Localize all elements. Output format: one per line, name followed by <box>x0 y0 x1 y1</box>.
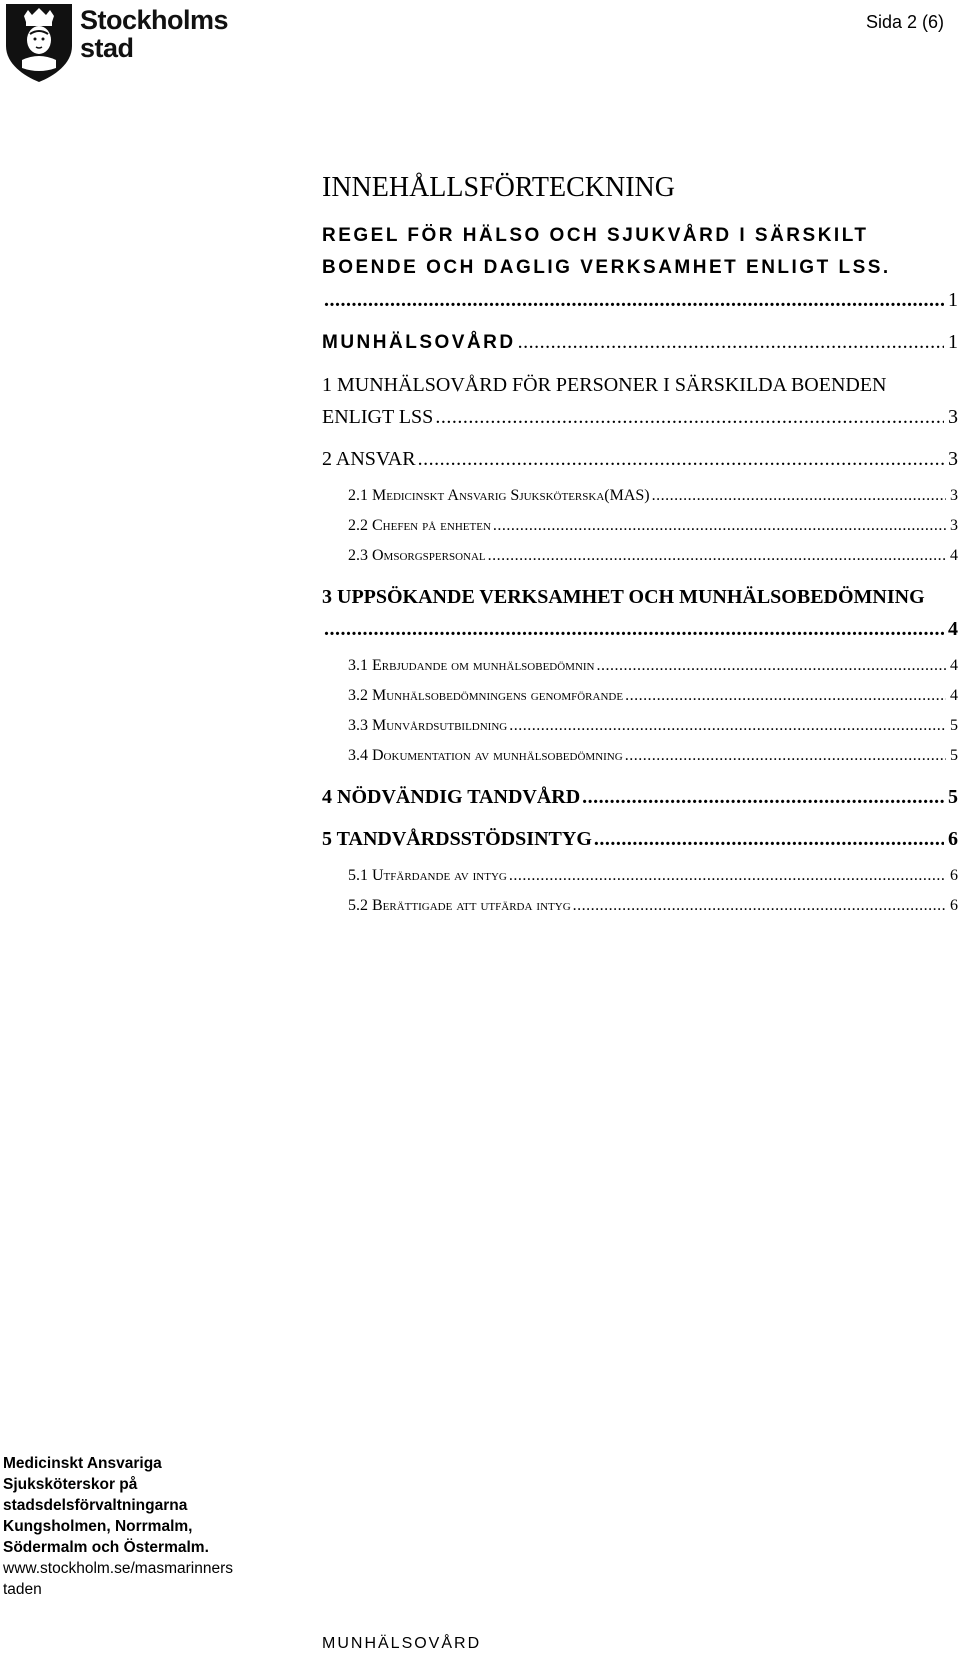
toc-leader-dots <box>324 613 944 645</box>
toc-entry-section-5[interactable] <box>322 823 958 855</box>
toc-entry-title: Berättigade att utfärda intyg <box>372 897 571 914</box>
toc-entry-title: Munhälsobedömningens genomförande <box>372 687 624 704</box>
toc-entry-title-line2: BOENDE OCH DAGLIG VERKSAMHET ENLIGT LSS. <box>322 257 891 278</box>
toc-entry-page: 3 <box>948 406 958 428</box>
toc-leader-dots <box>324 284 944 316</box>
toc-entry-section-2[interactable] <box>322 443 958 475</box>
toc-entry-title: MUNHÄLSOVÅRD <box>322 332 516 353</box>
toc-entry-section-1[interactable] <box>322 369 958 433</box>
toc-entry-number: 2.2 <box>348 517 368 534</box>
toc-leader-dots <box>509 711 946 741</box>
toc-entry-page: 3 <box>948 448 958 470</box>
toc-entry-title: Utfärdande av intyg <box>372 867 507 884</box>
toc-entry-section-3[interactable] <box>322 581 958 645</box>
toc-entry-page: 5 <box>950 747 958 764</box>
toc-entry-number: 3.4 <box>348 747 368 764</box>
stockholms-stad-logo <box>4 2 244 84</box>
toc-leader-dots <box>418 443 944 475</box>
toc-entry-section-2-3[interactable] <box>348 541 958 571</box>
footer-url-line1[interactable]: www.stockholm.se/masmarinners <box>3 1560 233 1577</box>
footer-line: Medicinskt Ansvariga <box>3 1455 162 1472</box>
toc-entry-number: 3.2 <box>348 687 368 704</box>
footer-line: Sjuksköterskor på <box>3 1476 138 1493</box>
toc-entry-title-line2: ENLIGT LSS <box>322 406 434 428</box>
toc-leader-dots <box>509 861 946 891</box>
toc-entry-page: 1 <box>948 331 958 353</box>
toc-entry-title: Medicinskt Ansvarig Sjuksköterska(MAS) <box>372 487 650 504</box>
toc-entry-number: 2.3 <box>348 547 368 564</box>
logo-text-line1: Stockholms <box>80 5 229 35</box>
toc-entry-section-3-2[interactable] <box>348 681 958 711</box>
toc-entry-number: 3.3 <box>348 717 368 734</box>
toc-entry-title: Munvårdsutbildning <box>372 717 508 734</box>
toc-entry-section-4[interactable] <box>322 781 958 813</box>
toc-entry-title: 2 ANSVAR <box>322 448 416 470</box>
toc-leader-dots <box>573 891 946 921</box>
toc-entry-title: Erbjudande om munhälsobedömnin <box>372 657 595 674</box>
toc-leader-dots <box>625 681 946 711</box>
toc-entry-section-3-3[interactable] <box>348 711 958 741</box>
footer-line: Kungsholmen, Norrmalm, <box>3 1518 193 1535</box>
footer-line: stadsdelsförvaltningarna <box>3 1497 188 1514</box>
toc-entry-title: Dokumentation av munhälsobedömning <box>372 747 623 764</box>
toc-leader-dots <box>625 741 946 771</box>
toc-entry-section-2-1[interactable] <box>348 481 958 511</box>
toc-entry-page: 6 <box>950 897 958 914</box>
footer-contact-block <box>3 1453 263 1600</box>
toc-leader-dots <box>493 511 946 541</box>
toc-entry-title: 3 UPPSÖKANDE VERKSAMHET OCH MUNHÄLSOBEDÖMNING <box>322 586 925 608</box>
toc-entry-title: Omsorgspersonal <box>372 547 486 564</box>
table-of-contents <box>322 172 958 921</box>
toc-heading: INNEHÅLLSFÖRTECKNING <box>322 172 675 203</box>
toc-entry-section-5-1[interactable] <box>348 861 958 891</box>
toc-entry-number: 3.1 <box>348 657 368 674</box>
page-number: Sida 2 (6) <box>865 12 944 32</box>
logo-text-line2: stad <box>80 33 134 63</box>
toc-entry-number: 5.2 <box>348 897 368 914</box>
toc-entry-section-3-4[interactable] <box>348 741 958 771</box>
toc-entry-regel[interactable] <box>322 220 958 316</box>
toc-entry-page: 4 <box>950 547 958 564</box>
toc-leader-dots <box>582 781 944 813</box>
toc-leader-dots <box>488 541 946 571</box>
toc-entry-page: 3 <box>950 517 958 534</box>
toc-entry-page: 6 <box>948 828 958 850</box>
toc-entry-title: 4 NÖDVÄNDIG TANDVÅRD <box>322 786 581 808</box>
toc-entry-page: 4 <box>948 618 958 640</box>
toc-entry-number: 5.1 <box>348 867 368 884</box>
toc-leader-dots <box>597 651 946 681</box>
toc-entry-page: 6 <box>950 867 958 884</box>
toc-entry-section-3-1[interactable] <box>348 651 958 681</box>
toc-entry-title: Chefen på enheten <box>372 517 491 534</box>
toc-entry-munhalsovard[interactable] <box>322 326 958 359</box>
city-crest-icon <box>4 2 74 82</box>
footer-line: Södermalm och Östermalm. <box>3 1539 209 1556</box>
toc-entry-title: 5 TANDVÅRDSSTÖDSINTYG <box>322 828 592 850</box>
toc-entry-page: 4 <box>950 687 958 704</box>
toc-entry-section-2-2[interactable] <box>348 511 958 541</box>
footer-brand: MUNHÄLSOVÅRD <box>322 1635 482 1652</box>
footer-url-line2[interactable]: taden <box>3 1581 42 1598</box>
toc-entry-page: 5 <box>948 786 958 808</box>
toc-leader-dots <box>518 326 944 358</box>
toc-entry-section-5-2[interactable] <box>348 891 958 921</box>
toc-entry-title-line1: REGEL FÖR HÄLSO OCH SJUKVÅRD I SÄRSKILT <box>322 225 869 246</box>
toc-leader-dots <box>652 481 946 511</box>
toc-leader-dots <box>594 823 944 855</box>
toc-entry-page: 1 <box>948 289 958 311</box>
toc-entry-number: 2.1 <box>348 487 368 504</box>
toc-entry-page: 5 <box>950 717 958 734</box>
toc-entry-page: 4 <box>950 657 958 674</box>
toc-entry-title-line1: 1 MUNHÄLSOVÅRD FÖR PERSONER I SÄRSKILDA BOENDEN <box>322 374 887 396</box>
toc-leader-dots <box>435 401 944 433</box>
toc-entry-page: 3 <box>950 487 958 504</box>
